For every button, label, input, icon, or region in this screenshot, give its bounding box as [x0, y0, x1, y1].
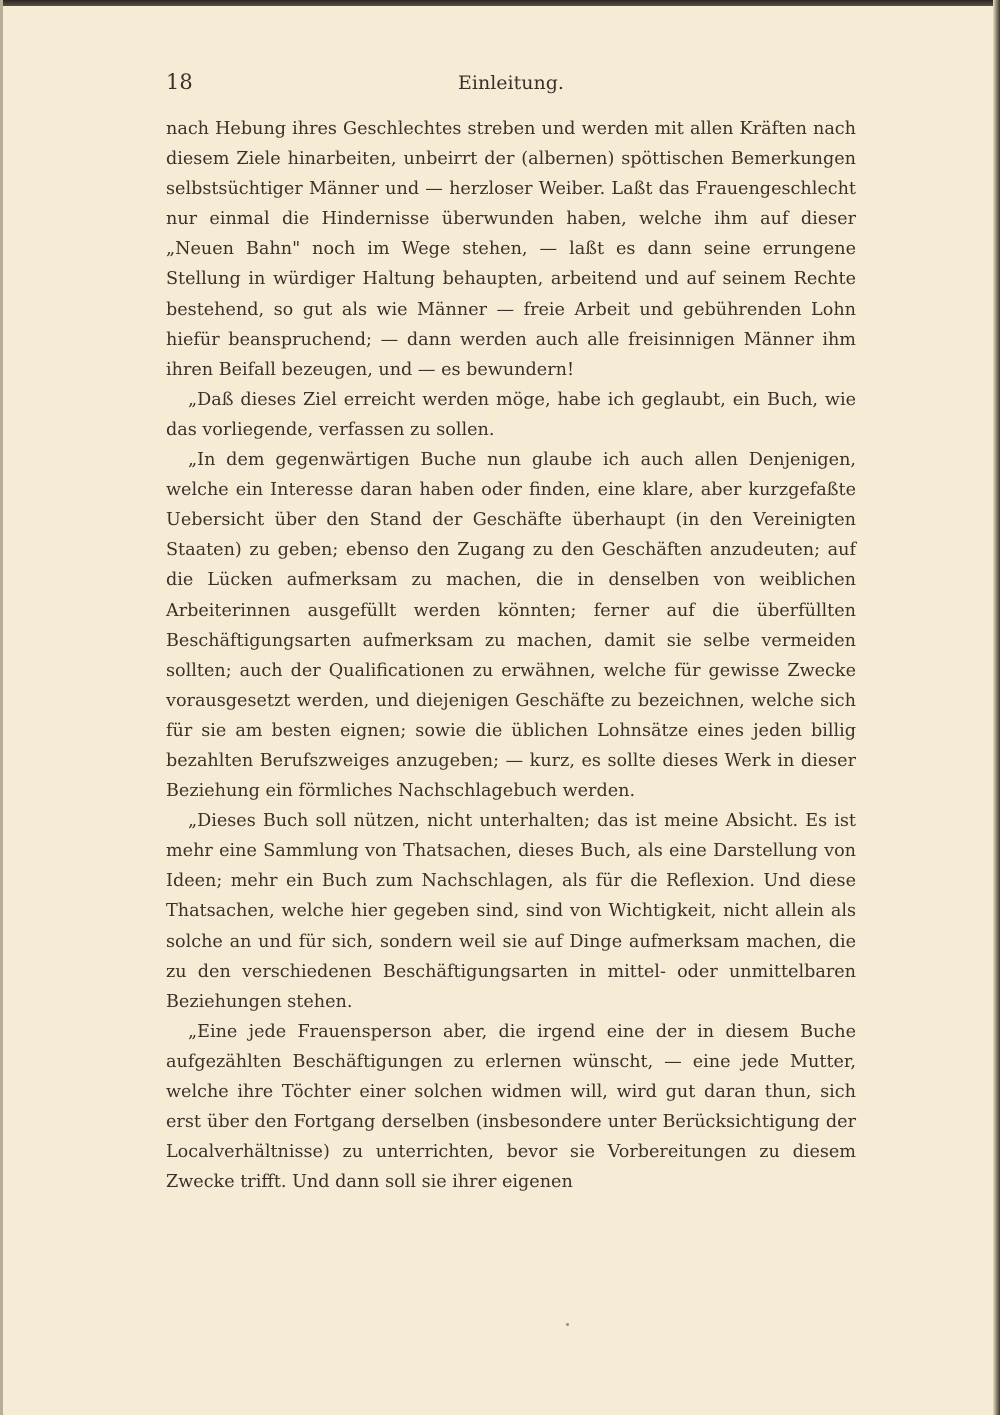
page-header [166, 70, 856, 104]
scan-right-edge [993, 0, 1000, 1415]
paragraph-continuation: nach Hebung ihres Geschlechtes streben und werden mit allen Kräften nach diesem Ziele hinarbeiten, unbeirrt der (albernen) spöttischen Bemerkungen selbstsüchtiger Männer und — herzloser Weiber. Laßt das Frauengeschlecht nur einmal die Hindernisse überwunden haben, welche ihm auf dieser „Neuen Bahn" noch im Wege stehen, — laßt es dann seine errungene Stellung in würdiger Haltung behaupten, arbeitend und auf seinem Rechte bestehend, so gut als wie Männer — freie Arbeit und gebührenden Lohn hiefür beanspruchend; — dann werden auch alle freisinnigen Männer ihm ihren Beifall bezeugen, und — es bewundern! [166, 119, 856, 380]
paragraph: „Dieses Buch soll nützen, nicht unterhalten; das ist meine Absicht. Es ist mehr eine Sammlung von Thatsachen, dieses Buch, als eine Darstellung von Ideen; mehr ein Buch zum Nachschlagen, als für die Reflexion. Und diese Thatsachen, welche hier gegeben sind, sind von Wichtigkeit, nicht allein als solche an und für sich, sondern weil sie auf Dinge aufmerksam machen, die zu den verschiedenen Beschäftigungsarten in mittel- oder unmittelbaren Beziehungen stehen. [166, 811, 856, 1012]
body-text [166, 114, 856, 1197]
paragraph: „Daß dieses Ziel erreicht werden möge, habe ich geglaubt, ein Buch, wie das vorliegende, verfassen zu sollen. [166, 389, 856, 440]
scan-top-edge [0, 0, 1000, 6]
paragraph: „In dem gegenwärtigen Buche nun glaube ich auch allen Denjenigen, welche ein Interesse daran haben oder finden, eine klare, aber kurzgefaßte Uebersicht über den Stand der Geschäfte überhaupt (in den Vereinigten Staaten) zu geben; ebenso den Zugang zu den Geschäften anzudeuten; auf die Lücken aufmerksam zu machen, die in denselben von weiblichen Arbeiterinnen ausgefüllt werden könnten; ferner auf die überfüllten Beschäftigungsarten aufmerksam zu machen, damit sie selbe vermeiden sollten; auch der Qualificationen zu erwähnen, welche für gewisse Zwecke vorausgesetzt werden, und diejenigen Geschäfte zu bezeichnen, welche sich für sie am besten eignen; sowie die üblichen Lohnsätze eines jeden billig bezahlten Berufszweiges anzugeben; — kurz, es sollte dieses Werk in dieser Beziehung ein förmliches Nachschlagebuch werden. [166, 450, 856, 802]
book-page [166, 70, 856, 1197]
paragraph: „Eine jede Frauensperson aber, die irgend eine der in diesem Buche aufgezählten Beschäftigungen zu erlernen wünscht, — eine jede Mutter, welche ihre Töchter einer solchen widmen will, wird gut daran thun, sich erst über den Fortgang derselben (insbesondere unter Berücksichtigung der Localverhältnisse) zu unterrichten, bevor sie Vorbereitungen zu diesem Zwecke trifft. Und dann soll sie ihrer eigenen [166, 1021, 856, 1193]
running-head: Einleitung. [458, 72, 564, 94]
scan-left-edge [0, 0, 3, 1415]
page-number: 18 [166, 70, 193, 94]
paper-speck [566, 1323, 569, 1326]
